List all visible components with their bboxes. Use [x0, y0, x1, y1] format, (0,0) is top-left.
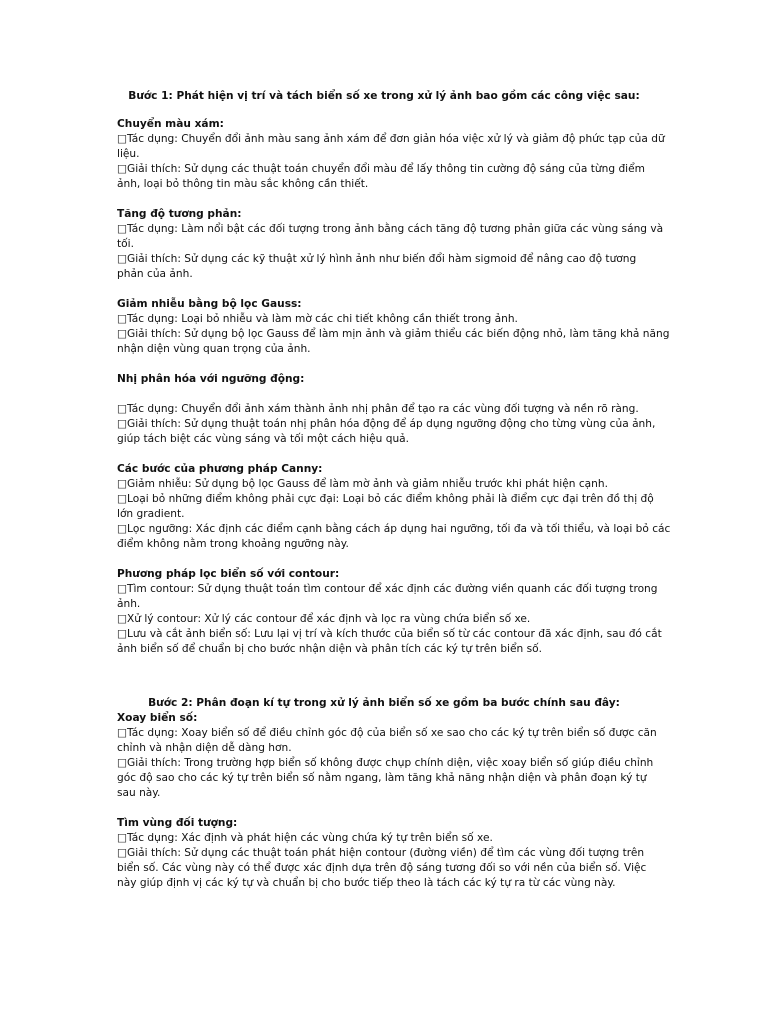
section-spacer	[117, 552, 657, 567]
section-paragraph	[117, 312, 670, 357]
text-line: □Giải thích: Sử dụng các thuật toán chuyển đổi màu để lấy thông tin cường độ sáng của từng điểm	[117, 163, 645, 175]
section-spacer	[117, 447, 657, 462]
text-line: □Tác dụng: Chuyển đổi ảnh xám thành ảnh nhị phân để tạo ra các vùng đối tượng và nền rõ ràng.	[117, 403, 639, 415]
section-heading: Xoay biển số:	[117, 712, 198, 724]
step2-body	[117, 711, 657, 891]
section-paragraph	[117, 831, 657, 891]
text-line: □Giải thích: Trong trường hợp biển số không được chụp chính diện, việc xoay biển số giúp điều chỉnh	[117, 757, 654, 769]
text-line: này giúp định vị các ký tự và chuẩn bị cho bước tiếp theo là tách các ký tự ra từ các vùng này.	[117, 877, 616, 889]
text-line: ảnh biển số để chuẩn bị cho bước nhận diện và phân tích các ký tự trên biển số.	[117, 643, 542, 655]
text-line: □Lọc ngưỡng: Xác định các điểm cạnh bằng cách áp dụng hai ngưỡng, tối đa và tối thiểu, và loại bỏ các	[117, 523, 671, 535]
section-paragraph	[117, 477, 671, 552]
section-spacer	[117, 282, 657, 297]
text-line: giúp tách biệt các vùng sáng và tối một cách hiệu quả.	[117, 433, 410, 445]
step1-title: Bước 1: Phát hiện vị trí và tách biển số xe trong xử lý ảnh bao gồm các công việc sau:	[128, 90, 640, 102]
section-heading: Chuyển màu xám:	[117, 118, 224, 130]
text-line: □Tác dụng: Xoay biển số để điều chỉnh góc độ của biển số xe sao cho các ký tự trên biển số được căn	[117, 727, 657, 739]
text-line: □Tác dụng: Xác định và phát hiện các vùng chứa ký tự trên biển số xe.	[117, 832, 493, 844]
section-paragraph	[117, 726, 657, 801]
section-heading: Tăng độ tương phản:	[117, 208, 242, 220]
text-line: □Giảm nhiễu: Sử dụng bộ lọc Gauss để làm mờ ảnh và giảm nhiễu trước khi phát hiện cạnh.	[117, 478, 608, 490]
step1-body	[117, 117, 671, 657]
text-line: góc độ sao cho các ký tự trên biển số nằm ngang, làm tăng khả năng nhận diện và phân đoạn ký tự	[117, 772, 647, 784]
text-line: □Loại bỏ những điểm không phải cực đại: Loại bỏ các điểm không phải là điểm cực đại trên đồ thị độ	[117, 493, 654, 505]
text-line: □Giải thích: Sử dụng thuật toán nhị phân hóa động để áp dụng ngưỡng động cho từng vùng của ảnh,	[117, 418, 656, 430]
text-line: □Tác dụng: Loại bỏ nhiễu và làm mờ các chi tiết không cần thiết trong ảnh.	[117, 313, 518, 325]
text-line: □Giải thích: Sử dụng các kỹ thuật xử lý hình ảnh như biến đổi hàm sigmoid để nâng cao độ tương	[117, 253, 637, 265]
section-spacer	[117, 192, 657, 207]
section-heading: Nhị phân hóa với ngưỡng động:	[117, 373, 305, 385]
text-line: ảnh, loại bỏ thông tin màu sắc không cần thiết.	[117, 178, 369, 190]
text-line: điểm không nằm trong khoảng ngưỡng này.	[117, 538, 349, 550]
text-line: □Tìm contour: Sử dụng thuật toán tìm contour để xác định các đường viền quanh các đối tượng trong	[117, 583, 658, 595]
text-line: lớn gradient.	[117, 508, 185, 520]
text-line: biển số. Các vùng này có thể được xác định dựa trên độ sáng tương đối so với nền của biển số. Việc	[117, 862, 647, 874]
text-line: □Tác dụng: Chuyển đổi ảnh màu sang ảnh xám để đơn giản hóa việc xử lý và giảm độ phức tạp của dữ	[117, 133, 665, 145]
text-line: □Giải thích: Sử dụng các thuật toán phát hiện contour (đường viền) để tìm các vùng đối tượng trên	[117, 847, 645, 859]
text-line: sau này.	[117, 787, 161, 799]
text-line: □Xử lý contour: Xử lý các contour để xác định và lọc ra vùng chứa biển số xe.	[117, 613, 531, 625]
section-paragraph	[117, 582, 662, 657]
text-line: chỉnh và nhận diện dễ dàng hơn.	[117, 742, 292, 754]
section-spacer	[117, 801, 657, 816]
text-line: □Lưu và cắt ảnh biển số: Lưu lại vị trí và kích thước của biển số từ các contour đã xác định, sau đó cắt	[117, 628, 662, 640]
text-line: □Tác dụng: Làm nổi bật các đối tượng trong ảnh bằng cách tăng độ tương phản giữa các vùng sáng và	[117, 223, 664, 235]
section-paragraph	[117, 132, 665, 192]
text-line: nhận diện vùng quan trọng của ảnh.	[117, 343, 311, 355]
section-paragraph	[117, 222, 664, 282]
text-line: liệu.	[117, 148, 140, 160]
section-heading: Các bước của phương pháp Canny:	[117, 463, 323, 475]
text-line: tối.	[117, 238, 134, 250]
text-line: □Giải thích: Sử dụng bộ lọc Gauss để làm mịn ảnh và giảm thiểu các biến động nhỏ, làm tăng khả năng	[117, 328, 670, 340]
text-line: phản của ảnh.	[117, 268, 193, 280]
section-heading: Phương pháp lọc biển số với contour:	[117, 568, 340, 580]
section-heading: Giảm nhiễu bằng bộ lọc Gauss:	[117, 298, 302, 310]
section-spacer	[117, 357, 657, 372]
text-line	[117, 387, 657, 402]
section-heading: Tìm vùng đối tượng:	[117, 817, 238, 829]
step2-title: Bước 2: Phân đoạn kí tự trong xử lý ảnh biển số xe gồm ba bước chính sau đây:	[148, 697, 620, 709]
section-paragraph	[117, 387, 657, 447]
text-line: ảnh.	[117, 598, 141, 610]
